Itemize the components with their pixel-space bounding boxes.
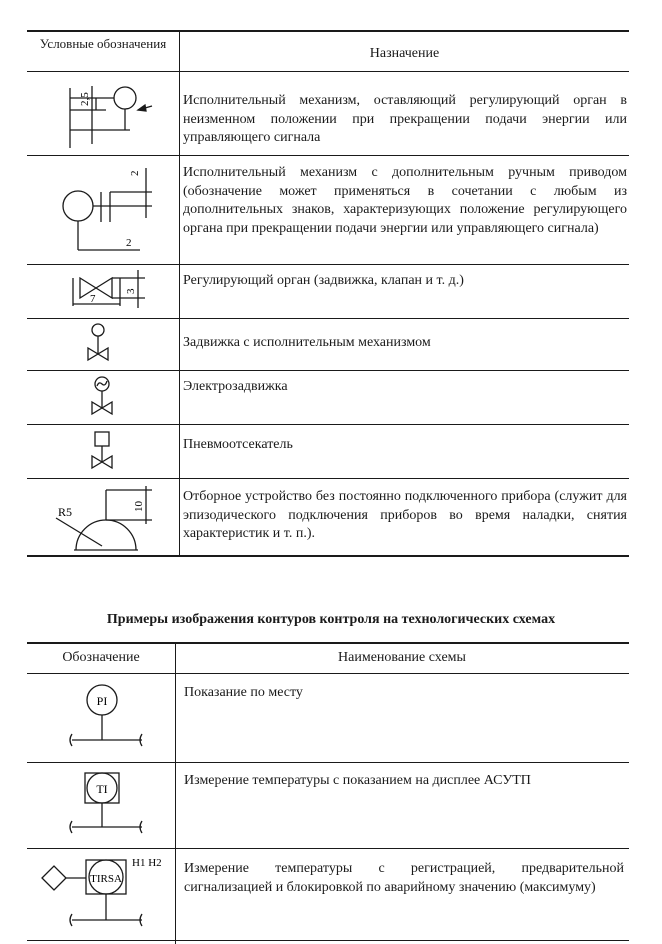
- row-4-text: Задвижка с исполнительным механизмом: [183, 335, 431, 350]
- row-divider: [27, 762, 629, 763]
- valve-with-actuator-symbol: [30, 320, 176, 368]
- row-divider: [27, 848, 629, 849]
- row-divider: [27, 478, 629, 479]
- dim-label: 2: [129, 170, 141, 176]
- row-2-text: Исполнительный механизм с дополнительным ручным приводом (обозначение может применяться в сочетании с любым из дополнительных знаков, характеризующих положение регулирующего органа при прекращении подачи энергии или управляющего сигнала): [183, 165, 627, 236]
- row-divider: [27, 370, 629, 371]
- electric-valve-symbol: [30, 372, 176, 422]
- row-1-text: Показание по месту: [184, 685, 303, 700]
- pneumatic-shutoff-symbol: [30, 426, 176, 476]
- row-3-text: Измерение температуры с регистрацией, предварительной сигнализацией и блокировкой по аварийному значению (максимуму): [184, 861, 624, 895]
- instrument-tag: TIRSA: [90, 873, 122, 885]
- row-3-text: Регулирующий орган (задвижка, клапан и т. д.): [183, 273, 464, 288]
- local-indicator-symbol: [30, 676, 172, 760]
- control-valve-symbol: [30, 266, 176, 316]
- dim-label: R5: [58, 505, 73, 519]
- sampling-device-symbol: [30, 480, 176, 554]
- row-divider: [27, 155, 629, 156]
- row-7-text: Отборное устройство без постоянно подключенного прибора (служит для эпизодического подключения приборов во время наладки, снятия характеристик и т. п.).: [183, 489, 627, 541]
- row-6-text: Пневмоотсекатель: [183, 437, 293, 452]
- alarm-levels: H1 H2: [132, 857, 162, 869]
- actuator-fixed-position-symbol: [30, 74, 176, 154]
- row-divider: [27, 264, 629, 265]
- recording-alarm-interlock-symbol: [28, 852, 174, 938]
- header-divider: [27, 71, 629, 72]
- column-divider: [175, 642, 176, 944]
- row-divider: [27, 318, 629, 319]
- row-1-text: Исполнительный механизм, оставляющий регулирующий орган в неизменном положении при прекращении подачи энергии или управляющего сигнала: [183, 93, 627, 145]
- row-5-text: Электрозадвижка: [183, 379, 288, 394]
- dcs-display-symbol: [30, 765, 172, 847]
- actuator-manual-drive-symbol: [30, 158, 176, 262]
- header-symbols: Условные обозначения: [39, 36, 167, 51]
- table-top-border: [27, 30, 629, 32]
- dim-label: 10: [133, 501, 145, 512]
- dim-label: 2: [126, 237, 132, 249]
- table-bottom-border: [27, 555, 629, 557]
- header-designation: Обозначение: [62, 650, 140, 665]
- row-divider: [27, 424, 629, 425]
- header-scheme-name: Наименование схемы: [338, 650, 466, 665]
- header-divider: [27, 673, 629, 674]
- dim-label: 2,5: [79, 92, 91, 106]
- instrument-tag: TI: [96, 782, 108, 796]
- dim-label: 3: [125, 288, 137, 294]
- table-top-border: [27, 642, 629, 644]
- row-divider: [27, 940, 629, 941]
- section-caption: Примеры изображения контуров контроля на технологических схемах: [106, 612, 556, 627]
- instrument-tag: PI: [96, 694, 108, 708]
- header-purpose: Назначение: [369, 46, 440, 61]
- row-2-text: Измерение температуры с показанием на дисплее АСУТП: [184, 773, 531, 788]
- column-divider: [179, 30, 180, 555]
- dim-label: 7: [90, 293, 96, 305]
